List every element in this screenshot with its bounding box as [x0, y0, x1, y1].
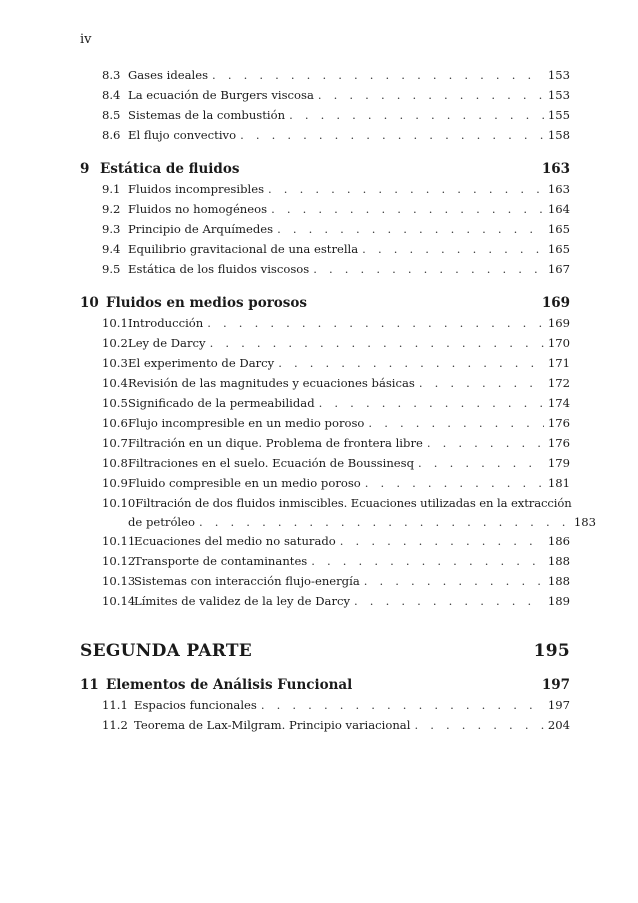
entry-number: 10.8 [102, 456, 128, 470]
toc-entry[interactable] [80, 531, 570, 551]
dot-leader [414, 718, 543, 732]
entry-number: 9.2 [102, 202, 121, 216]
dot-leader [313, 262, 544, 276]
dot-leader [240, 128, 544, 142]
entry-title: Introducción [128, 316, 204, 330]
toc-entry[interactable] [80, 453, 570, 473]
entry-page: 164 [547, 202, 570, 216]
toc-entry[interactable] [80, 65, 570, 85]
entry-title: Fluido compresible en un medio poroso [128, 476, 361, 490]
toc-entry[interactable] [80, 199, 570, 219]
entry-title: Teorema de Lax-Milgram. Principio variacional [134, 718, 411, 732]
dot-leader [289, 108, 544, 122]
part-title: SEGUNDA PARTE [80, 641, 253, 661]
entry-number: 11.1 [102, 698, 128, 712]
entry-number: 10.5 [102, 396, 128, 410]
toc-entry[interactable] [80, 239, 570, 259]
entry-number: 10.7 [102, 436, 128, 450]
toc-entry[interactable] [80, 259, 570, 279]
dot-leader [311, 554, 544, 568]
entry-title: Fluidos no homogéneos [128, 202, 268, 216]
entry-number: 8.6 [102, 128, 121, 142]
entry-number: 10.14 [102, 594, 136, 608]
chapter-heading-9[interactable] [80, 159, 570, 179]
toc-entry[interactable] [80, 571, 570, 591]
toc-entry[interactable] [80, 85, 570, 105]
entry-title: Ecuaciones del medio no saturado [134, 534, 336, 548]
entry-title: Límites de validez de la ley de Darcy [134, 594, 351, 608]
entry-page: 158 [547, 128, 570, 142]
entry-title: Transporte de contaminantes [134, 554, 308, 568]
entry-page: 188 [547, 554, 570, 568]
chapter-page: 169 [541, 295, 570, 311]
entry-page: 174 [547, 396, 570, 410]
entry-page: 183 [573, 515, 596, 529]
entry-page: 188 [547, 574, 570, 588]
entry-page: 186 [547, 534, 570, 548]
entry-number: 10.3 [102, 356, 128, 370]
dot-leader [340, 534, 544, 548]
chapter-heading-10[interactable] [80, 293, 570, 313]
entry-page: 171 [547, 356, 570, 370]
toc-entry[interactable] [80, 695, 570, 715]
entry-number: 10.2 [102, 336, 128, 350]
entry-number: 10.12 [102, 554, 136, 568]
entry-number: 9.3 [102, 222, 121, 236]
entry-page: 153 [547, 68, 570, 82]
entry-title: El experimento de Darcy [128, 356, 275, 370]
dot-leader [365, 476, 544, 490]
dot-leader [210, 336, 544, 350]
toc-entry[interactable] [80, 433, 570, 453]
entry-title: Equilibrio gravitacional de una estrella [128, 242, 359, 256]
entry-title: Gases ideales [128, 68, 209, 82]
entry-title: La ecuación de Burgers viscosa [128, 88, 314, 102]
entry-title: Filtración en un dique. Problema de frontera libre [128, 436, 423, 450]
entry-page: 172 [547, 376, 570, 390]
dot-leader [261, 698, 544, 712]
entry-number: 10.4 [102, 376, 128, 390]
table-of-contents [80, 65, 596, 735]
toc-entry[interactable] [80, 333, 570, 353]
dot-leader [362, 242, 544, 256]
dot-leader [419, 376, 544, 390]
chapter-heading-11[interactable] [80, 675, 570, 695]
dot-leader [207, 316, 544, 330]
chapter-title: Elementos de Análisis Funcional [106, 677, 353, 693]
entry-title: Flujo incompresible en un medio poroso [128, 416, 365, 430]
entry-page: 179 [547, 456, 570, 470]
dot-leader [199, 515, 570, 529]
part-heading[interactable] [80, 639, 570, 663]
toc-entry[interactable] [80, 715, 570, 735]
toc-entry[interactable] [80, 551, 570, 571]
entry-page: 165 [547, 222, 570, 236]
entry-number: 9.5 [102, 262, 121, 276]
entry-title: Sistemas con interacción flujo-energía [134, 574, 360, 588]
part-page: 195 [533, 641, 570, 661]
toc-entry[interactable] [80, 493, 596, 531]
entry-page: 176 [547, 416, 570, 430]
toc-entry[interactable] [80, 179, 570, 199]
entry-title: Espacios funcionales [134, 698, 257, 712]
toc-entry[interactable] [80, 313, 570, 333]
entry-title: Revisión de las magnitudes y ecuaciones básicas [128, 376, 415, 390]
entry-number: 8.3 [102, 68, 121, 82]
entry-title-line2: de petróleo [128, 515, 195, 529]
chapter-page: 163 [541, 161, 570, 177]
entry-number: 9.4 [102, 242, 121, 256]
entry-page: 204 [547, 718, 570, 732]
toc-entry[interactable] [80, 393, 570, 413]
entry-number: 10.13 [102, 574, 136, 588]
chapter-number: 10 [80, 295, 99, 311]
dot-leader [277, 222, 544, 236]
dot-leader [368, 416, 543, 430]
dot-leader [318, 88, 544, 102]
chapter-page: 197 [541, 677, 570, 693]
entry-number: 10.1 [102, 316, 128, 330]
chapter-title: Fluidos en medios porosos [106, 295, 308, 311]
entry-page: 181 [547, 476, 570, 490]
dot-leader [418, 456, 544, 470]
entry-page: 165 [547, 242, 570, 256]
entry-number: 9.1 [102, 182, 121, 196]
dot-leader [427, 436, 544, 450]
entry-number: 10.9 [102, 476, 128, 490]
entry-title: Estática de los fluidos viscosos [128, 262, 310, 276]
toc-entry[interactable] [80, 373, 570, 393]
chapter-number: 11 [80, 677, 99, 693]
entry-page: 170 [547, 336, 570, 350]
entry-page: 189 [547, 594, 570, 608]
dot-leader [354, 594, 544, 608]
page-number: iv [80, 32, 92, 47]
entry-title: Fluidos incompresibles [128, 182, 265, 196]
toc-entry[interactable] [80, 125, 570, 145]
entry-page: 197 [547, 698, 570, 712]
entry-title-line1: Filtración de dos fluidos inmiscibles. Ecuaciones utilizadas en la extracción [135, 496, 572, 510]
entry-number: 10.6 [102, 416, 128, 430]
dot-leader [212, 68, 544, 82]
chapter-title: Estática de fluidos [100, 161, 240, 177]
entry-title: Principio de Arquímedes [128, 222, 274, 236]
dot-leader [319, 396, 544, 410]
chapter-number: 9 [80, 161, 90, 177]
toc-entry[interactable] [80, 219, 570, 239]
entry-title: El flujo convectivo [128, 128, 237, 142]
entry-page: 153 [547, 88, 570, 102]
entry-page: 176 [547, 436, 570, 450]
entry-number: 8.4 [102, 88, 121, 102]
dot-leader [364, 574, 544, 588]
entry-page: 163 [547, 182, 570, 196]
entry-title: Sistemas de la combustión [128, 108, 286, 122]
dot-leader [268, 182, 544, 196]
entry-title: Significado de la permeabilidad [128, 396, 315, 410]
toc-entry[interactable] [80, 413, 570, 433]
toc-entry[interactable] [80, 353, 570, 373]
dot-leader [271, 202, 544, 216]
dot-leader [278, 356, 544, 370]
entry-page: 155 [547, 108, 570, 122]
entry-number: 11.2 [102, 718, 128, 732]
entry-title: Ley de Darcy [128, 336, 206, 350]
entry-page: 167 [547, 262, 570, 276]
toc-entry[interactable] [80, 591, 570, 611]
entry-number: 8.5 [102, 108, 121, 122]
entry-number: 10.11 [102, 534, 136, 548]
entry-number: 10.10 [102, 496, 136, 510]
entry-page: 169 [547, 316, 570, 330]
entry-title: Filtraciones en el suelo. Ecuación de Boussinesq [128, 456, 415, 470]
toc-entry[interactable] [80, 473, 570, 493]
toc-entry[interactable] [80, 105, 570, 125]
